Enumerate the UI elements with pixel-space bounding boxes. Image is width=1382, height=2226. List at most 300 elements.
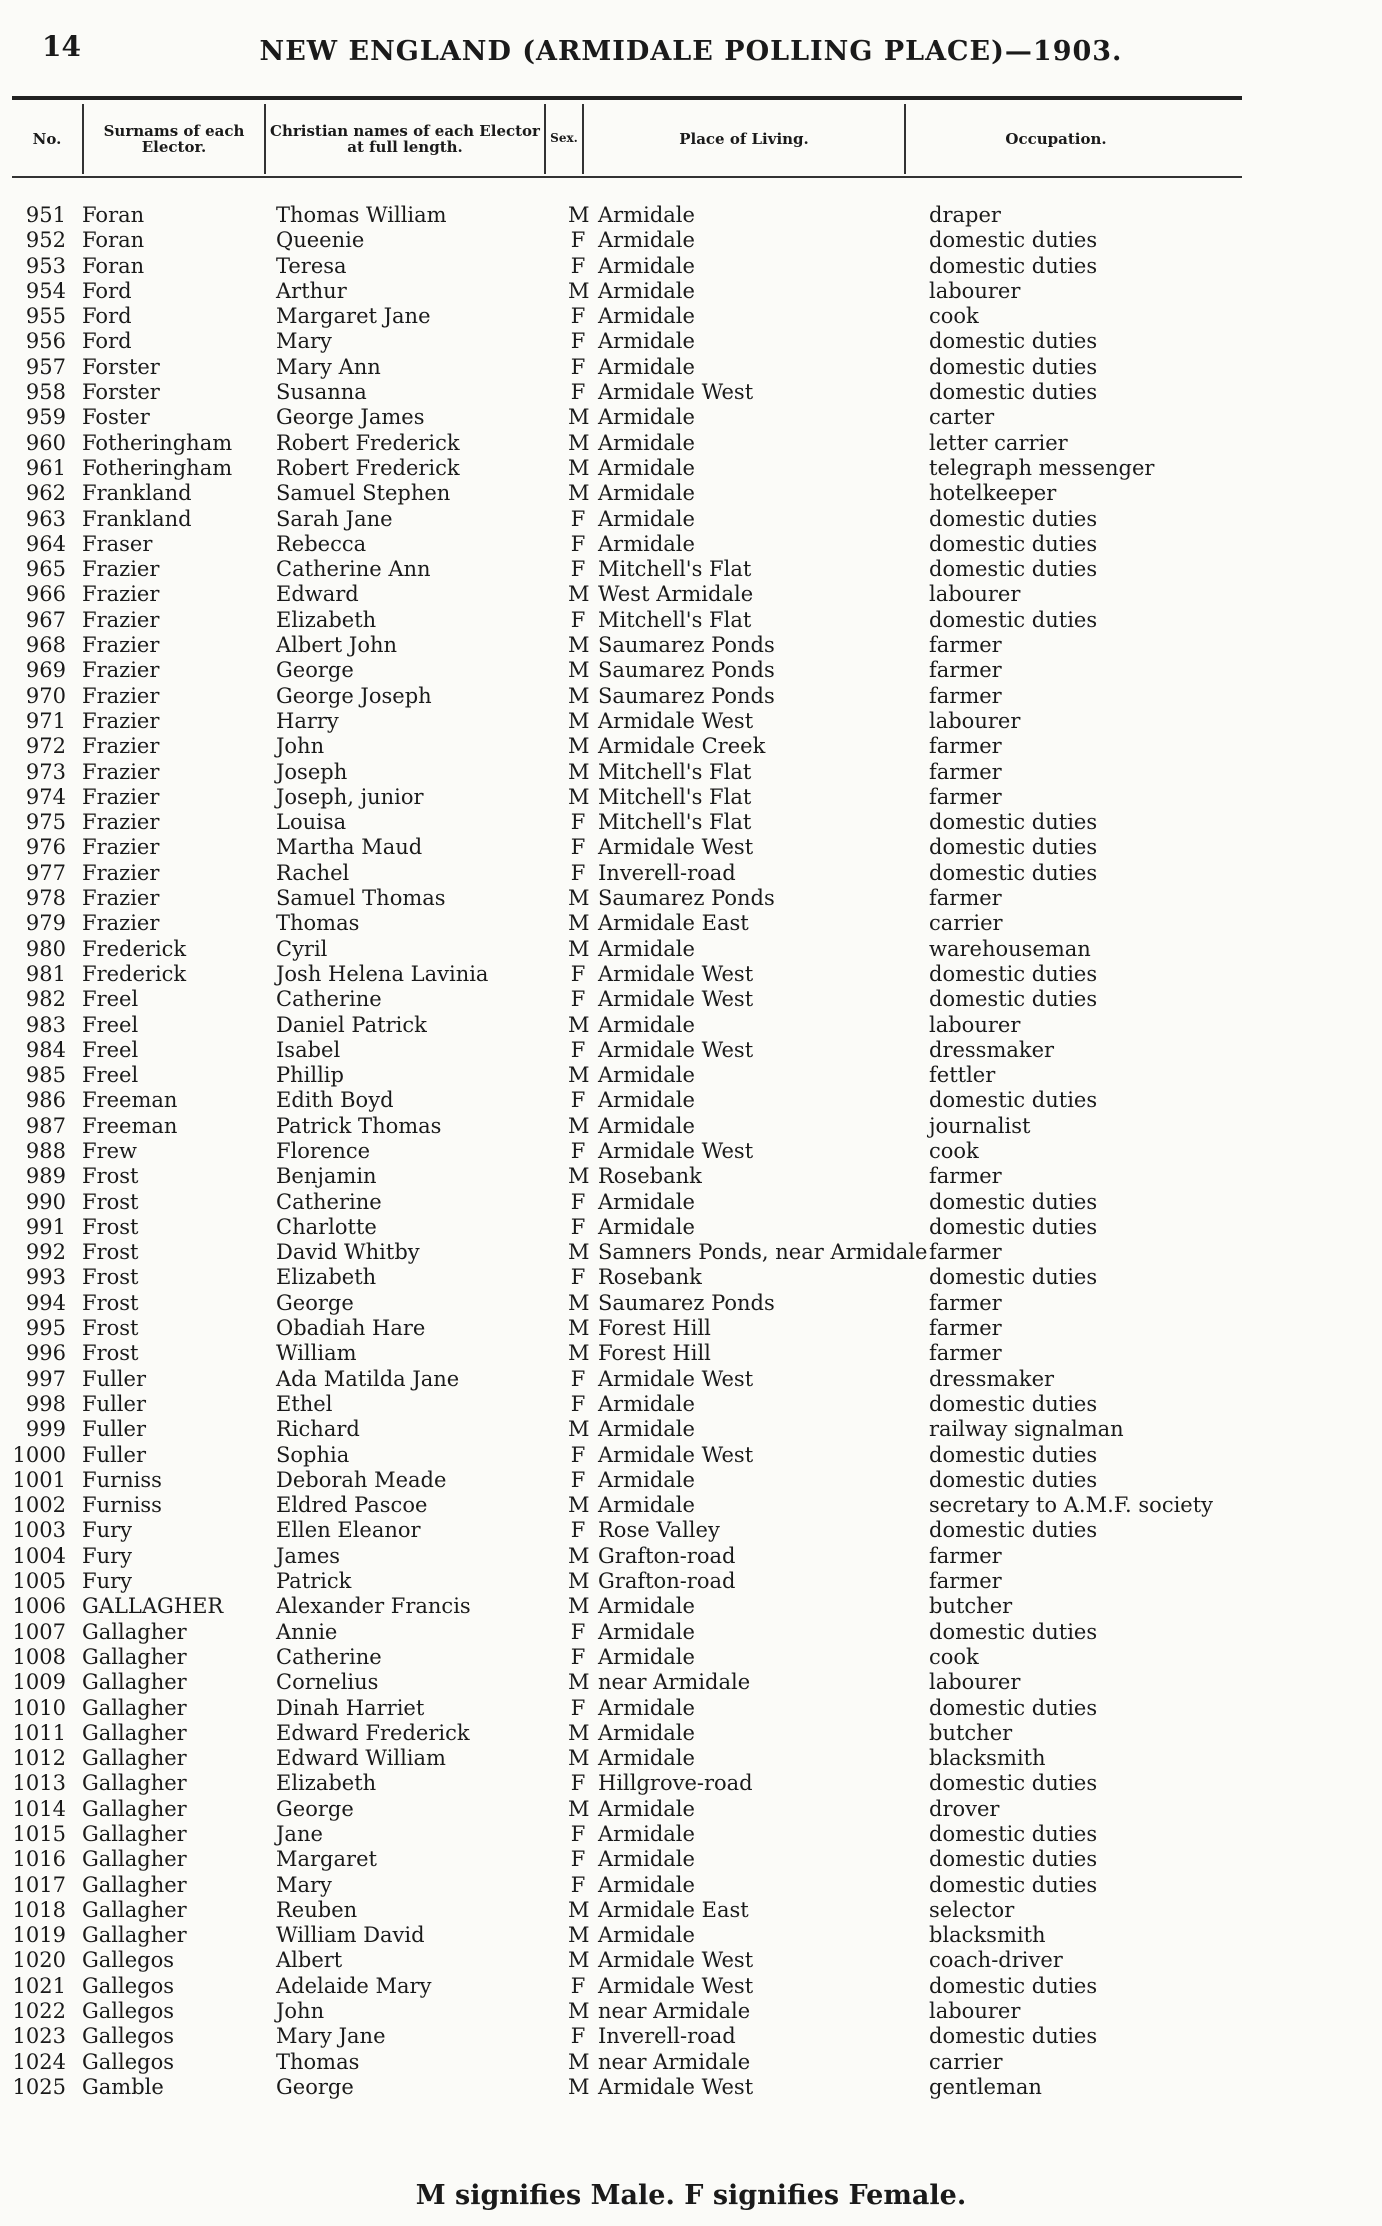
cell-sex: M [568, 1012, 590, 1037]
cell-surname: Gallagher [82, 1923, 187, 1948]
cell-surname: Freeman [82, 1088, 178, 1113]
table-row [12, 329, 1212, 354]
cell-no: 952 [25, 228, 66, 253]
cell-occupation: domestic duties [929, 1391, 1098, 1416]
cell-sex: M [568, 683, 590, 708]
table-row [12, 355, 1212, 380]
cell-sex: M [568, 936, 590, 961]
cell-occupation: domestic duties [929, 835, 1098, 860]
table-row [12, 1341, 1212, 1366]
table-row [12, 734, 1212, 759]
cell-christian: Arthur [276, 278, 347, 303]
header-bottom-rule [12, 176, 1242, 178]
cell-christian: Margaret [276, 1847, 377, 1872]
cell-no: 979 [25, 911, 66, 936]
cell-place: Armidale West [598, 1948, 754, 1973]
cell-sex: F [570, 1088, 586, 1113]
cell-sex: F [570, 354, 586, 379]
cell-occupation: domestic duties [929, 810, 1098, 835]
cell-place: Forest Hill [598, 1341, 711, 1366]
cell-christian: Catherine [276, 1644, 382, 1669]
cell-christian: Florence [276, 1138, 371, 1163]
cell-no: 994 [25, 1290, 66, 1315]
cell-sex: F [570, 835, 586, 860]
cell-occupation: farmer [929, 1240, 1002, 1265]
table-row [12, 1670, 1212, 1695]
footer-legend: M signifies Male. F signifies Female. [415, 2180, 967, 2211]
cell-christian: Cornelius [276, 1670, 379, 1695]
cell-surname: GALLAGHER [82, 1594, 224, 1619]
table-row [12, 557, 1212, 582]
cell-sex: F [570, 1391, 586, 1416]
cell-christian: George Joseph [276, 683, 432, 708]
cell-surname: Frost [82, 1265, 139, 1290]
cell-sex: M [568, 405, 590, 430]
cell-place: Armidale [598, 1088, 695, 1113]
cell-christian: David Whitby [276, 1240, 420, 1265]
cell-place: Armidale [598, 278, 695, 303]
cell-place: Armidale [598, 228, 695, 253]
cell-christian: Thomas William [276, 203, 447, 227]
cell-no: 958 [25, 380, 66, 405]
cell-no: 1001 [12, 1467, 66, 1492]
cell-surname: Frost [82, 1240, 139, 1265]
cell-sex: M [568, 455, 590, 480]
cell-surname: Fury [82, 1569, 132, 1594]
cell-occupation: labourer [929, 582, 1021, 607]
cell-occupation: blacksmith [929, 1923, 1046, 1948]
cell-surname: Gallagher [82, 1644, 187, 1669]
cell-sex: F [570, 607, 586, 632]
cell-occupation: farmer [929, 759, 1002, 784]
cell-christian: Samuel Thomas [276, 886, 446, 911]
cell-surname: Ford [82, 304, 132, 329]
table-row [12, 1417, 1212, 1442]
cell-christian: Teresa [276, 253, 347, 278]
cell-sex: M [568, 784, 590, 809]
cell-place: Armidale [598, 1644, 695, 1669]
cell-christian: Ethel [276, 1391, 333, 1416]
table-row [12, 1746, 1212, 1771]
cell-occupation: coach-driver [929, 1948, 1063, 1973]
cell-place: Armidale Creek [598, 734, 766, 759]
cell-sex: F [570, 329, 586, 354]
cell-christian: Rachel [276, 860, 350, 885]
table-row [12, 658, 1212, 683]
cell-no: 1024 [12, 2049, 66, 2074]
cell-christian: Margaret Jane [276, 304, 431, 329]
cell-surname: Gallagher [82, 1619, 187, 1644]
table-row [12, 304, 1212, 329]
cell-place: Armidale [598, 1619, 695, 1644]
table-row [12, 1493, 1212, 1518]
cell-occupation: hotelkeeper [929, 481, 1057, 506]
header-no: No. [12, 104, 84, 174]
cell-occupation: labourer [929, 1012, 1021, 1037]
cell-place: Armidale East [598, 911, 749, 936]
cell-surname: Frazier [82, 759, 160, 784]
cell-place: Armidale West [598, 1138, 754, 1163]
cell-christian: Robert Frederick [276, 455, 460, 480]
cell-place: Armidale [598, 203, 695, 227]
cell-surname: Gallagher [82, 1897, 187, 1922]
cell-christian: Martha Maud [276, 835, 423, 860]
cell-place: near Armidale [598, 1999, 751, 2024]
cell-surname: Frazier [82, 633, 160, 658]
cell-place: Grafton-road [598, 1569, 736, 1594]
cell-sex: F [570, 1265, 586, 1290]
cell-no: 1016 [12, 1847, 66, 1872]
cell-place: Armidale [598, 1493, 695, 1518]
cell-christian: George [276, 1796, 354, 1821]
cell-place: Armidale [598, 1113, 695, 1138]
cell-no: 976 [25, 835, 66, 860]
cell-no: 990 [25, 1189, 66, 1214]
cell-place: Armidale [598, 1822, 695, 1846]
cell-surname: Furniss [82, 1493, 162, 1518]
cell-occupation: selector [929, 1897, 1015, 1922]
cell-place: Armidale West [598, 708, 754, 733]
table-row [12, 279, 1212, 304]
cell-occupation: carter [929, 405, 995, 430]
cell-place: Armidale [598, 304, 695, 329]
cell-christian: Richard [276, 1417, 360, 1442]
cell-christian: Mary [276, 329, 332, 354]
cell-place: Saumarez Ponds [598, 886, 775, 911]
cell-occupation: fettler [929, 1063, 996, 1088]
cell-no: 956 [25, 329, 66, 354]
cell-christian: Edward [276, 582, 359, 607]
cell-no: 974 [25, 784, 66, 809]
header-sex: Sex. [546, 104, 584, 174]
cell-sex: M [568, 1063, 590, 1088]
cell-occupation: domestic duties [929, 1442, 1098, 1467]
cell-surname: Frankland [82, 506, 192, 531]
cell-no: 996 [25, 1341, 66, 1366]
cell-christian: John [276, 734, 325, 759]
cell-place: Armidale [598, 430, 695, 455]
cell-no: 963 [25, 506, 66, 531]
cell-occupation: blacksmith [929, 1746, 1046, 1771]
table-row [12, 1518, 1212, 1543]
cell-christian: Susanna [276, 380, 367, 405]
cell-christian: Mary Jane [276, 2024, 386, 2049]
cell-surname: Frazier [82, 734, 160, 759]
cell-occupation: telegraph messenger [929, 455, 1155, 480]
cell-sex: F [570, 1973, 586, 1998]
cell-place: Armidale West [598, 1037, 754, 1062]
cell-sex: F [570, 531, 586, 556]
cell-christian: Deborah Meade [276, 1467, 447, 1492]
cell-sex: F [570, 1847, 586, 1872]
cell-sex: F [570, 506, 586, 531]
cell-place: Armidale [598, 1720, 695, 1745]
table-row [12, 1999, 1212, 2024]
table-row [12, 481, 1212, 506]
cell-christian: Queenie [276, 228, 365, 253]
cell-place: Armidale West [598, 835, 754, 860]
cell-sex: M [568, 1240, 590, 1265]
elector-table [12, 203, 1212, 2100]
table-row [12, 1190, 1212, 1215]
cell-sex: M [568, 1670, 590, 1695]
cell-no: 1019 [12, 1923, 66, 1948]
cell-surname: Gallagher [82, 1796, 187, 1821]
cell-sex: M [568, 1720, 590, 1745]
header-occupation: Occupation. [1005, 129, 1107, 148]
cell-place: Armidale [598, 455, 695, 480]
cell-surname: Gallagher [82, 1771, 187, 1796]
cell-place: Armidale West [598, 961, 754, 986]
cell-christian: George James [276, 405, 425, 430]
table-row [12, 1569, 1212, 1594]
cell-occupation: domestic duties [929, 228, 1098, 253]
cell-occupation: farmer [929, 784, 1002, 809]
cell-christian: Charlotte [276, 1214, 377, 1239]
cell-occupation: domestic duties [929, 557, 1098, 582]
cell-christian: Mary [276, 1872, 332, 1897]
cell-surname: Foran [82, 203, 145, 227]
cell-christian: James [276, 1543, 341, 1568]
cell-surname: Fotheringham [82, 455, 233, 480]
cell-occupation: domestic duties [929, 987, 1098, 1012]
cell-no: 1000 [12, 1442, 66, 1467]
cell-sex: F [570, 1872, 586, 1897]
table-row [12, 810, 1212, 835]
cell-christian: Elizabeth [276, 1771, 377, 1796]
cell-christian: Patrick Thomas [276, 1113, 442, 1138]
cell-occupation: domestic duties [929, 1467, 1098, 1492]
cell-no: 961 [25, 455, 66, 480]
cell-place: Armidale [598, 1214, 695, 1239]
cell-christian: Ada Matilda Jane [276, 1366, 460, 1391]
cell-place: Rosebank [598, 1164, 702, 1189]
cell-no: 988 [25, 1138, 66, 1163]
table-row [12, 1038, 1212, 1063]
cell-place: Armidale [598, 329, 695, 354]
cell-occupation: farmer [929, 683, 1002, 708]
cell-sex: M [568, 1594, 590, 1619]
cell-no: 997 [25, 1366, 66, 1391]
cell-surname: Frost [82, 1214, 139, 1239]
cell-occupation: domestic duties [929, 380, 1098, 405]
table-row [12, 962, 1212, 987]
cell-surname: Freel [82, 1012, 139, 1037]
cell-sex: M [568, 1948, 590, 1973]
cell-sex: M [568, 2074, 590, 2099]
table-row [12, 937, 1212, 962]
cell-no: 1005 [12, 1569, 66, 1594]
cell-occupation: domestic duties [929, 1619, 1098, 1644]
cell-christian: William David [276, 1923, 425, 1948]
table-row [12, 835, 1212, 860]
cell-no: 995 [25, 1316, 66, 1341]
table-row [12, 684, 1212, 709]
table-row [12, 1721, 1212, 1746]
cell-surname: Fuller [82, 1391, 146, 1416]
cell-sex: M [568, 1897, 590, 1922]
cell-occupation: butcher [929, 1594, 1013, 1619]
cell-sex: M [568, 734, 590, 759]
cell-christian: Elizabeth [276, 607, 377, 632]
cell-sex: M [568, 1569, 590, 1594]
cell-place: Hillgrove-road [598, 1771, 753, 1796]
cell-christian: Josh Helena Lavinia [276, 961, 489, 986]
cell-christian: Catherine Ann [276, 557, 431, 582]
cell-occupation: domestic duties [929, 1214, 1098, 1239]
cell-surname: Forster [82, 380, 160, 405]
cell-sex: F [570, 1644, 586, 1669]
cell-christian: George [276, 1290, 354, 1315]
table-row [12, 254, 1212, 279]
cell-occupation: carrier [929, 2049, 1003, 2074]
cell-place: Armidale [598, 481, 695, 506]
cell-sex: F [570, 1214, 586, 1239]
cell-christian: Benjamin [276, 1164, 377, 1189]
table-row [12, 1797, 1212, 1822]
cell-place: Inverell-road [598, 2024, 736, 2049]
cell-occupation: farmer [929, 1164, 1002, 1189]
table-row [12, 987, 1212, 1012]
cell-sex: M [568, 1113, 590, 1138]
cell-place: Armidale East [598, 1897, 749, 1922]
cell-occupation: labourer [929, 278, 1021, 303]
cell-no: 957 [25, 354, 66, 379]
cell-surname: Gallegos [82, 1973, 175, 1998]
table-row [12, 2050, 1212, 2075]
cell-no: 987 [25, 1113, 66, 1138]
cell-sex: F [570, 961, 586, 986]
table-row [12, 633, 1212, 658]
table-row [12, 1139, 1212, 1164]
cell-christian: Albert [276, 1948, 343, 1973]
cell-christian: Catherine [276, 987, 382, 1012]
cell-no: 1012 [12, 1746, 66, 1771]
cell-occupation: farmer [929, 633, 1002, 658]
cell-occupation: farmer [929, 886, 1002, 911]
cell-surname: Frazier [82, 860, 160, 885]
cell-place: Armidale West [598, 987, 754, 1012]
cell-christian: Sophia [276, 1442, 350, 1467]
table-row [12, 861, 1212, 886]
table-row [12, 228, 1212, 253]
cell-place: near Armidale [598, 2049, 751, 2074]
table-row [12, 507, 1212, 532]
cell-surname: Gallegos [82, 2049, 175, 2074]
cell-place: Armidale [598, 1391, 695, 1416]
cell-sex: F [570, 1518, 586, 1543]
cell-no: 962 [25, 481, 66, 506]
cell-sex: M [568, 1341, 590, 1366]
cell-occupation: carrier [929, 911, 1003, 936]
cell-occupation: draper [929, 203, 1001, 227]
cell-place: Armidale [598, 1594, 695, 1619]
cell-place: Armidale West [598, 2074, 754, 2099]
cell-no: 972 [25, 734, 66, 759]
cell-surname: Freeman [82, 1113, 178, 1138]
cell-occupation: farmer [929, 1543, 1002, 1568]
cell-sex: M [568, 886, 590, 911]
cell-surname: Frost [82, 1341, 139, 1366]
cell-sex: M [568, 911, 590, 936]
cell-no: 965 [25, 557, 66, 582]
cell-surname: Frazier [82, 557, 160, 582]
cell-christian: Robert Frederick [276, 430, 460, 455]
cell-occupation: farmer [929, 658, 1002, 683]
cell-surname: Gallagher [82, 1872, 187, 1897]
cell-sex: F [570, 1771, 586, 1796]
table-row [12, 1114, 1212, 1139]
cell-christian: Adelaide Mary [276, 1973, 432, 1998]
cell-sex: F [570, 253, 586, 278]
table-row [12, 203, 1212, 228]
cell-christian: Phillip [276, 1063, 344, 1088]
table-row [12, 1696, 1212, 1721]
cell-place: Samners Ponds, near Armidale [598, 1240, 928, 1265]
cell-no: 960 [25, 430, 66, 455]
cell-place: Armidale [598, 1189, 695, 1214]
cell-sex: M [568, 1290, 590, 1315]
cell-surname: Gallegos [82, 1948, 175, 1973]
cell-occupation: farmer [929, 1569, 1002, 1594]
cell-surname: Frost [82, 1290, 139, 1315]
cell-no: 998 [25, 1391, 66, 1416]
cell-sex: M [568, 430, 590, 455]
cell-surname: Frazier [82, 582, 160, 607]
cell-christian: Jane [276, 1822, 323, 1846]
cell-no: 1022 [12, 1999, 66, 2024]
cell-christian: Albert John [276, 633, 398, 658]
cell-sex: F [570, 228, 586, 253]
cell-surname: Foran [82, 253, 145, 278]
cell-surname: Frederick [82, 936, 187, 961]
cell-occupation: domestic duties [929, 961, 1098, 986]
cell-place: Inverell-road [598, 860, 736, 885]
cell-surname: Ford [82, 329, 132, 354]
cell-place: Armidale [598, 1063, 695, 1088]
cell-christian: Harry [276, 708, 339, 733]
cell-place: Mitchell's Flat [598, 784, 752, 809]
cell-no: 1003 [12, 1518, 66, 1543]
cell-christian: John [276, 1999, 325, 2024]
table-row [12, 785, 1212, 810]
cell-sex: M [568, 2049, 590, 2074]
cell-surname: Ford [82, 278, 132, 303]
cell-no: 977 [25, 860, 66, 885]
table-row [12, 1594, 1212, 1619]
cell-place: Armidale [598, 1417, 695, 1442]
cell-surname: Frazier [82, 911, 160, 936]
cell-christian: Isabel [276, 1037, 341, 1062]
cell-place: Armidale [598, 1012, 695, 1037]
cell-christian: Thomas [276, 911, 360, 936]
cell-no: 968 [25, 633, 66, 658]
cell-occupation: farmer [929, 1341, 1002, 1366]
cell-christian: Rebecca [276, 531, 367, 556]
cell-surname: Foran [82, 228, 145, 253]
table-row [12, 1240, 1212, 1265]
cell-no: 999 [25, 1417, 66, 1442]
table-row [12, 608, 1212, 633]
cell-surname: Gallagher [82, 1695, 187, 1720]
cell-sex: M [568, 1999, 590, 2024]
cell-occupation: domestic duties [929, 1695, 1098, 1720]
cell-place: near Armidale [598, 1670, 751, 1695]
cell-christian: Reuben [276, 1897, 358, 1922]
header-place: Place of Living. [584, 104, 906, 174]
cell-place: Armidale [598, 936, 695, 961]
cell-no: 973 [25, 759, 66, 784]
